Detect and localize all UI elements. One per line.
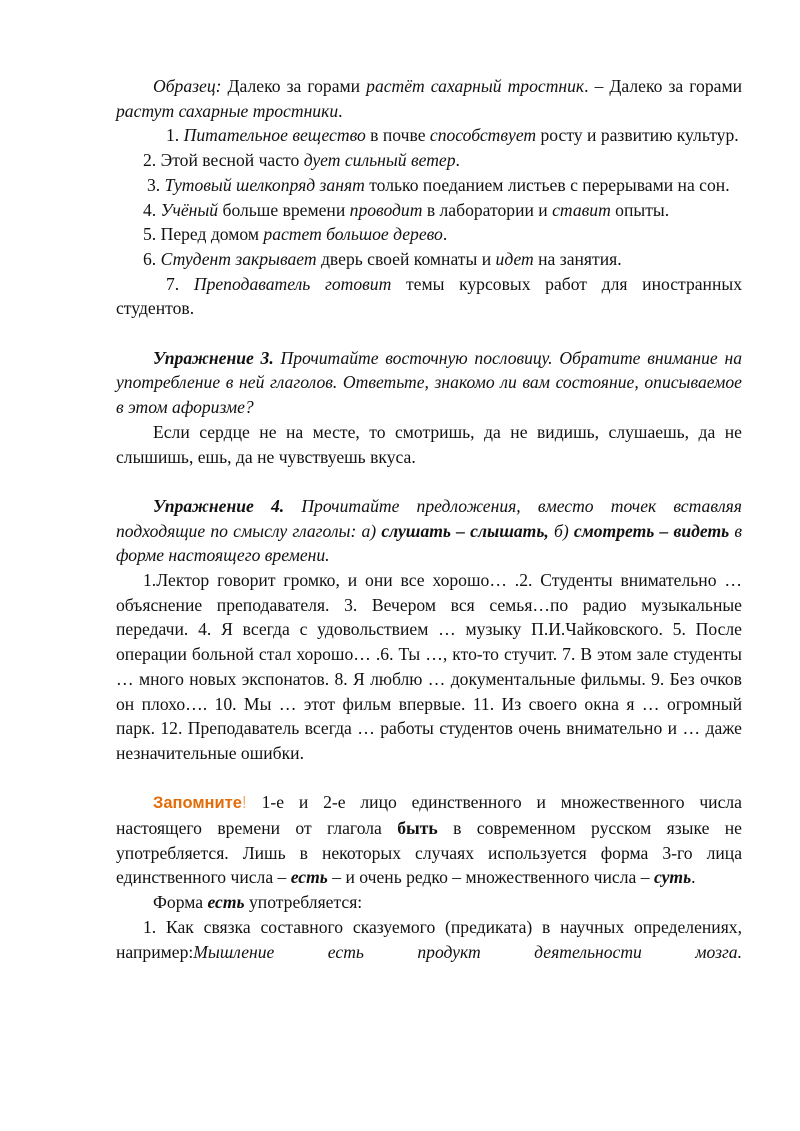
note-form: суть <box>653 867 692 888</box>
exercise-item <box>116 198 742 223</box>
exercise-3-title: Упражнение 3. <box>153 347 274 368</box>
exercise-item <box>116 173 742 198</box>
item-text: опыты. <box>610 199 670 220</box>
item-text: Перед домом <box>160 224 264 245</box>
exercise-4-title: Упражнение 4. <box>153 495 285 516</box>
item-text: ставит <box>552 199 611 220</box>
sample-text: растёт сахарный тростник <box>366 76 585 96</box>
item-text: Учёный <box>160 199 219 220</box>
remember-mark: ! <box>241 792 247 813</box>
usage-1-example: Мышление есть продукт деятельности мозга. <box>193 941 742 962</box>
exercise-items <box>116 123 742 321</box>
item-text: Этой весной часто <box>160 150 304 171</box>
exercise-3-task <box>116 346 742 420</box>
item-number: 4. <box>143 199 157 220</box>
item-text: Питательное вещество <box>183 125 366 146</box>
item-number: 3. <box>147 174 161 195</box>
usage-1-text: 1. Как связка составного сказуемого (предиката) в научных определениях, например: <box>116 916 742 962</box>
item-text: растет большое дерево <box>263 224 443 245</box>
item-text: . <box>455 150 460 171</box>
exercise-item <box>116 148 742 173</box>
note-verb: быть <box>397 818 438 839</box>
item-text: в лаборатории и <box>422 199 553 220</box>
sample-label: Образец: <box>153 76 222 96</box>
usage-1 <box>116 915 742 964</box>
item-text: на занятия. <box>533 248 622 269</box>
note-text: . <box>691 867 696 888</box>
exercise-3-instruction: Прочитайте восточную пословицу. Обратите внимание на употребление в ней глаголов. Ответьте, знакомо ли вам состояние, описываемое в этом афоризме? <box>116 347 742 418</box>
item-number: 2. <box>143 150 157 171</box>
exercise-item <box>116 123 742 148</box>
proverb: Если сердце не на месте, то смотришь, да не видишь, слушаешь, да не слышишь, ешь, да не чувствуешь вкуса. <box>116 421 742 467</box>
item-text: проводит <box>349 199 423 220</box>
note-text: в современном русском языке не употребляется. Лишь в некоторых случаях используется форма 3-го лица единственного числа – <box>116 818 742 888</box>
verb-pair: слушать – слышать, <box>381 520 549 541</box>
exercise-4-instruction: б) <box>553 520 569 541</box>
exercise-4-instruction: в форме настоящего времени. <box>116 520 743 566</box>
item-text: Студент закрывает <box>160 248 317 269</box>
item-text: только поеданием листьев с перерывами на сон. <box>364 174 730 195</box>
note-form: есть <box>290 867 328 888</box>
usage-text: употребляется: <box>249 892 363 913</box>
usage-text: Форма <box>153 892 204 913</box>
note-text: – и очень редко – множественного числа – <box>332 867 650 888</box>
exercise-item <box>116 247 742 272</box>
usage-form: есть <box>207 892 245 913</box>
exercise-4-text: 1.Лектор говорит громко, и они все хорошо… .2. Студенты внимательно … объяснение преподавателя. 3. Вечером вся семья…по радио музыкальные передачи. 4. Я всегда с удовольствием … музыку П.И.Чайковского. 5. После операции больной стал хорошо… .6. Ты …, кто-то стучит. 7. В этом зале студенты … много новых экспонатов. 8. Я люблю … документальные фильмы. 9. Без очков он плохо…. 10. Мы … этот фильм впервые. 11. Из своего окна я … огромный парк. 12. Преподаватель всегда … работы студентов очень внимательно и … даже незначительные ошибки. <box>116 570 742 763</box>
sample-text: растут сахарные тростники <box>116 100 339 121</box>
exercise-4-task <box>116 494 742 568</box>
item-number: 6. <box>143 248 157 269</box>
exercise-4-instruction: Прочитайте предложения, вместо точек вставляя подходящие по смыслу глаголы: а) <box>116 495 742 541</box>
item-text: росту и развитию культур. <box>536 125 739 146</box>
item-text: больше времени <box>218 199 350 220</box>
item-text: способствует <box>429 125 537 146</box>
verb-pair: смотреть – видеть <box>573 520 730 541</box>
item-text: Преподаватель готовит <box>193 273 392 294</box>
remember-label: Запомните <box>153 794 242 813</box>
item-text: . <box>442 224 448 245</box>
item-text: дует сильный ветер <box>303 150 456 171</box>
usage-intro <box>116 890 742 915</box>
remember-note <box>116 790 742 890</box>
item-text: в почве <box>365 125 430 146</box>
item-number: 1. <box>166 125 180 146</box>
item-text: дверь своей комнаты и <box>316 248 496 269</box>
item-number: 7. <box>166 273 180 294</box>
item-text: темы курсовых работ для иностранных студентов. <box>116 273 742 319</box>
sample-text: . – Далеко за горами <box>584 76 742 96</box>
sample-text: . <box>338 100 343 121</box>
item-text: идет <box>495 248 534 269</box>
exercise-item <box>116 222 742 247</box>
note-text: 1-е и 2-е лицо единственного и множественного числа настоящего времени от глагола <box>116 792 742 839</box>
exercise-item <box>116 272 742 321</box>
sample-paragraph <box>116 74 742 123</box>
item-number: 5. <box>143 224 157 245</box>
sample-text: Далеко за горами <box>227 76 361 96</box>
item-text: Тутовый шелкопряд занят <box>164 174 365 195</box>
